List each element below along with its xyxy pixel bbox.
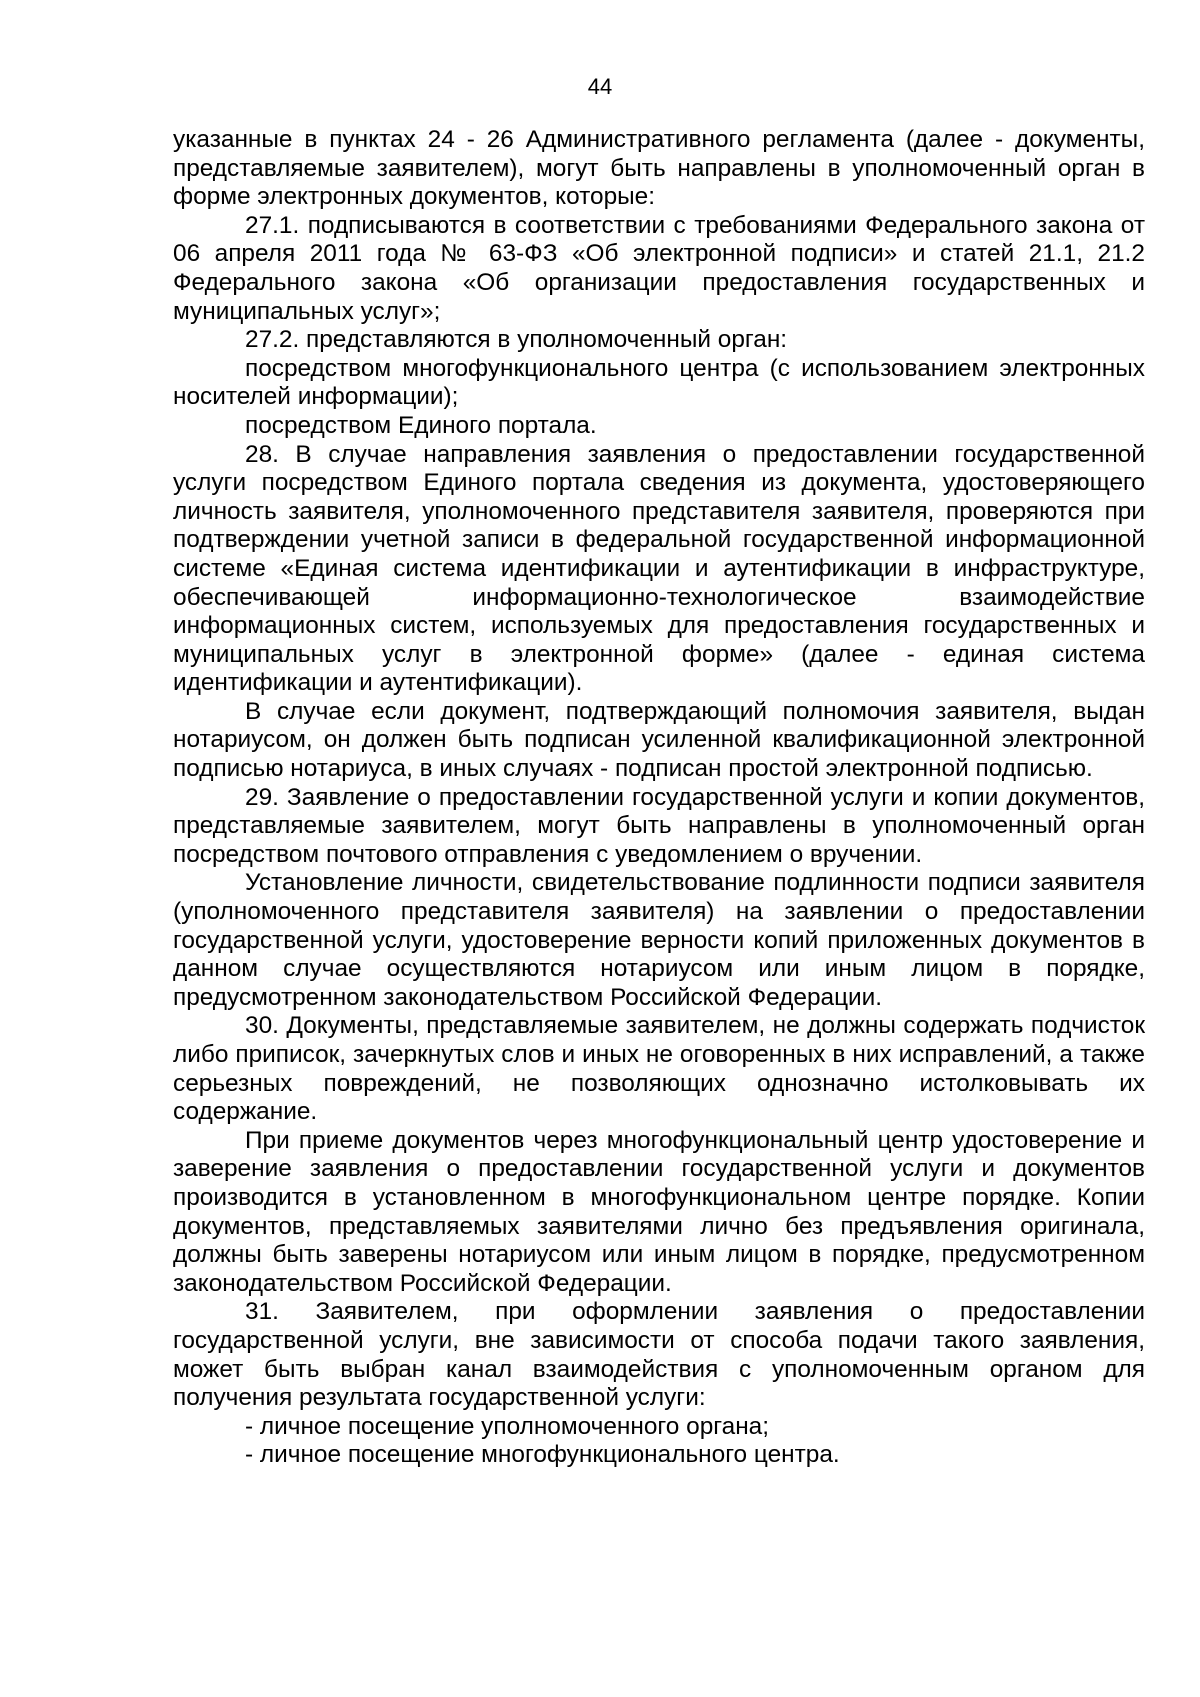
paragraph: В случае если документ, подтверждающий полномочия заявителя, выдан нотариусом, он должен быть подписан усиленной квалификационной электронной подписью нотариуса, в иных случаях - подписан простой электронной подписью. (173, 697, 1145, 783)
paragraph: Установление личности, свидетельствование подлинности подписи заявителя (уполномоченного представителя заявителя) на заявлении о предоставлении государственной услуги, удостоверение верности копий приложенных документов в данном случае осуществляются нотариусом или иным лицом в порядке, предусмотренном законодательством Российской Федерации. (173, 869, 1145, 1011)
page-number: 44 (587, 74, 613, 99)
paragraph: посредством Единого портала. (245, 411, 597, 439)
paragraph: указанные в пунктах 24 - 26 Административного регламента (далее - документы, представляемые заявителем), могут быть направлены в уполномоченный орган в форме электронных документов, которые: (173, 126, 1145, 211)
paragraph: 27.2. представляются в уполномоченный орган: (245, 326, 788, 354)
paragraph: 30. Документы, представляемые заявителем, не должны содержать подчисток либо приписок, зачеркнутых слов и иных не оговоренных в них исправлений, а также серьезных повреждений, не позволяющих однозначно истолковывать их содержание. (173, 1012, 1145, 1126)
paragraph: 29. Заявление о предоставлении государственной услуги и копии документов, представляемые заявителем, могут быть направлены в уполномоченный орган посредством почтового отправления с уведомлением о вручении. (173, 783, 1145, 868)
paragraph: - личное посещение уполномоченного органа; (245, 1412, 770, 1440)
paragraph: При приеме документов через многофункциональный центр удостоверение и заверение заявления о предоставлении государственной услуги и документов производится в установленном в многофункциональном центре порядке. Копии документов, представляемых заявителями лично без предъявления оригинала, должны быть заверены нотариусом или иным лицом в порядке, предусмотренном законодательством Российской Федерации. (173, 1126, 1145, 1297)
document-body (173, 126, 1145, 1470)
paragraph: посредством многофункционального центра (с использованием электронных носителей информации); (173, 354, 1145, 411)
paragraph: 31. Заявителем, при оформлении заявления о предоставлении государственной услуги, вне зависимости от способа подачи такого заявления, может быть выбран канал взаимодействия с уполномоченным органом для получения результата государственной услуги: (173, 1298, 1145, 1412)
paragraph: - личное посещение многофункционального центра. (245, 1441, 840, 1469)
paragraph: 28. В случае направления заявления о предоставлении государственной услуги посредством Единого портала сведения из документа, удостоверяющего личность заявителя, уполномоченного представителя заявителя, проверяются при подтверждении учетной записи в федеральной государственной информационной системе «Единая система идентификации и аутентификации в инфраструктуре, обеспечивающей информационно-технологическое взаимодействие информационных систем, используемых для предоставления государственных и муниципальных услуг в электронной форме» (далее - единая система идентификации и аутентификации). (173, 440, 1145, 697)
paragraph: 27.1. подписываются в соответствии с требованиями Федерального закона от 06 апреля 2011 года № 63-ФЗ «Об электронной подписи» и статей 21.1, 21.2 Федерального закона «Об организации предоставления государственных и муниципальных услуг»; (173, 211, 1145, 325)
